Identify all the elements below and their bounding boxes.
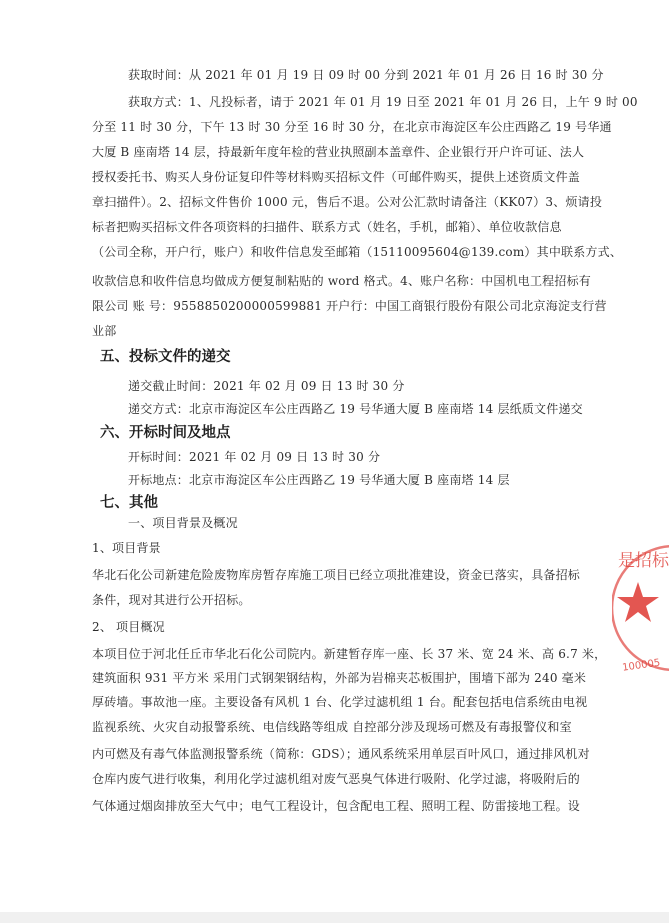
- text-line: 获取方式：1、凡投标者，请于 2021 年 01 月 19 日至 2021 年 01 月 26 日，上午 9 时 00: [128, 95, 638, 109]
- text-line: 大厦 B 座南塔 14 层，持最新年度年检的营业执照副本盖章件、企业银行开户许可证、法人: [92, 145, 585, 159]
- text-line: 监视系统、火灾自动报警系统、电信线路等组成 自控部分涉及现场可燃及有毒报警仪和室: [92, 720, 572, 734]
- section-heading-opening: 六、开标时间及地点: [100, 425, 231, 441]
- text-line: 章扫描件）。2、招标文件售价 1000 元，售后不退。公对公汇款时请备注（KK07）3、烦请投: [92, 195, 603, 209]
- text-line: 收款信息和收件信息均做成方便复制粘贴的 word 格式。4、账户名称：中国机电工程招标有: [92, 274, 591, 288]
- text-line: 华北石化公司新建危险废物库房暂存库施工项目已经立项批准建设，资金已落实，具备招标: [92, 568, 581, 582]
- text-line: 2、 项目概况: [92, 620, 165, 634]
- text-line: 标者把购买招标文件各项资料的扫描件、联系方式（姓名，手机，邮箱）、单位收款信息: [92, 220, 562, 234]
- text-line: 建筑面积 931 平方米 采用门式钢架钢结构，外部为岩棉夹芯板围护，围墙下部为 240 毫米: [92, 671, 587, 685]
- stamp-text-bottom: 100005: [621, 657, 661, 674]
- text-line: （公司全称，开户行，账户）和收件信息发至邮箱（15110095604@139.com）其中联系方式、: [92, 245, 623, 259]
- text-line: 1、项目背景: [92, 541, 161, 555]
- text-line: 获取时间：从 2021 年 01 月 19 日 09 时 00 分到 2021 年 01 月 26 日 16 时 30 分: [128, 68, 604, 82]
- text-line: 授权委托书、购买人身份证复印件等材料购买招标文件（可邮件购买，提供上述资质文件盖: [92, 170, 581, 184]
- section-heading-submission: 五、投标文件的递交: [100, 349, 231, 365]
- page-bottom-edge: [0, 912, 669, 923]
- section-heading-other: 七、其他: [100, 495, 158, 511]
- text-line: 业部: [92, 324, 117, 338]
- text-line: 本项目位于河北任丘市华北石化公司院内。新建暂存库一座、长 37 米、宽 24 米、高 6.7 米，: [92, 647, 607, 661]
- text-line: 条件，现对其进行公开招标。: [92, 593, 251, 607]
- text-line: 限公司 账 号：9558850200000599881 开户行：中国工商银行股份有限公司北京海淀支行营: [92, 299, 607, 313]
- text-line: 仓库内废气进行收集，利用化学过滤机组对废气恶臭气体进行吸附、化学过滤，将吸附后的: [92, 772, 581, 786]
- text-line: 厚砖墙。事故池一座。主要设备有风机 1 台、化学过滤机组 1 台。配套包括电信系统由电视: [92, 695, 588, 709]
- text-line: 开标地点：北京市海淀区车公庄西路乙 19 号华通大厦 B 座南塔 14 层: [128, 473, 510, 487]
- text-line: 分至 11 时 30 分，下午 13 时 30 分至 16 时 30 分，在北京市海淀区车公庄西路乙 19 号华通: [92, 120, 612, 134]
- text-line: 气体通过烟囱排放至大气中；电气工程设计，包含配电工程、照明工程、防雷接地工程。设: [92, 799, 581, 813]
- text-line: 递交方式：北京市海淀区车公庄西路乙 19 号华通大厦 B 座南塔 14 层纸质文件递交: [128, 402, 583, 416]
- star-icon: [617, 582, 659, 622]
- text-line: 开标时间：2021 年 02 月 09 日 13 时 30 分: [128, 450, 381, 464]
- text-line: 内可燃及有毒气体监测报警系统（简称：GDS）；通风系统采用单层百叶风口，通过排风机对: [92, 747, 590, 761]
- red-seal-stamp: [612, 540, 669, 680]
- text-line: 递交截止时间：2021 年 02 月 09 日 13 时 30 分: [128, 379, 405, 393]
- text-line: 一、项目背景及概况: [128, 516, 238, 530]
- stamp-text-top: 是招标: [618, 551, 669, 571]
